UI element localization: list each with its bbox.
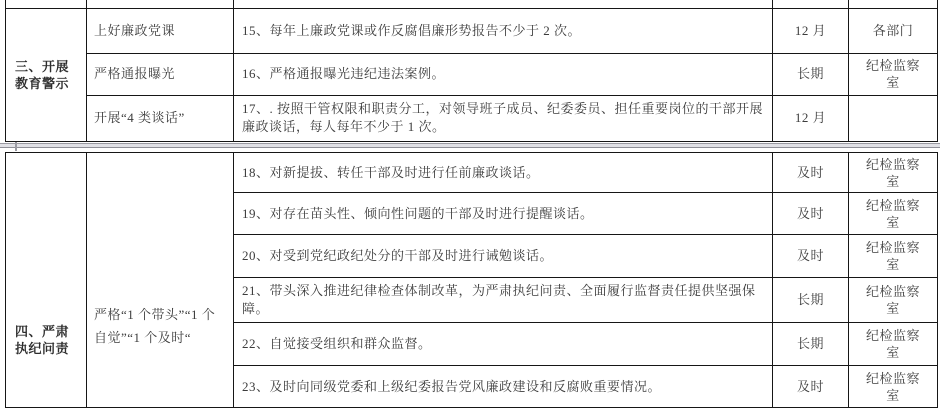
dept-label: 各部门 — [872, 23, 914, 38]
dept-label: 纪检监察室 — [865, 197, 920, 230]
category-cell — [6, 0, 87, 8]
task-cell — [234, 0, 773, 8]
task-cell: 22、自觉接受组织和群众监督。 — [234, 323, 773, 366]
page-break-separator — [0, 143, 940, 148]
dept-cell — [849, 0, 938, 8]
table-row — [6, 153, 938, 193]
time-cell: 及时 — [773, 193, 849, 235]
category-label: 三、开展教育警示 — [15, 58, 70, 91]
dept-label: 纪检监察室 — [865, 240, 920, 272]
task-cell: 17、. 按照干管权限和职责分工，对领导班子成员、纪委委员、担任重要岗位的干部开展廉政谈话，每人每年不少于 1 次。 — [234, 95, 773, 141]
dept-cell — [849, 193, 938, 235]
dept-cell — [849, 8, 938, 53]
dept-cell — [849, 235, 938, 278]
dept-label: 纪检监察室 — [865, 58, 920, 90]
time-cell: 及时 — [773, 235, 849, 278]
task-cell: 20、对受到党纪政纪处分的干部及时进行诫勉谈话。 — [234, 235, 773, 278]
dept-cell — [849, 153, 938, 193]
category-cell — [6, 153, 87, 408]
task-table-section-3 — [5, 0, 938, 142]
category-cell — [6, 8, 87, 141]
task-cell: 18、对新提拔、转任干部及时进行任前廉政谈话。 — [234, 153, 773, 193]
sub-item-cell: 开展“4 类谈话” — [87, 95, 234, 141]
dept-cell — [849, 278, 938, 323]
time-cell: 及时 — [773, 153, 849, 193]
time-cell: 12 月 — [773, 95, 849, 141]
sub-item-cell: 上好廉政党课 — [87, 8, 234, 53]
time-cell: 12 月 — [773, 8, 849, 53]
table-row — [6, 53, 938, 95]
table-row — [6, 8, 938, 53]
time-cell: 长期 — [773, 53, 849, 95]
task-cell: 15、每年上廉政党课或作反腐倡廉形势报告不少于 2 次。 — [234, 8, 773, 53]
task-cell: 23、及时向同级党委和上级纪委报告党风廉政建设和反腐败重要情况。 — [234, 366, 773, 408]
sub-item-cell — [87, 0, 234, 8]
dept-cell — [849, 323, 938, 366]
sub-item-cell: 严格“1 个带头”“1 个自觉”“1 个及时“ — [87, 153, 234, 408]
time-cell: 长期 — [773, 278, 849, 323]
page-break-tick — [15, 142, 17, 151]
time-cell — [773, 0, 849, 8]
sub-item-cell: 严格通报曝光 — [87, 53, 234, 95]
table-row-partial — [6, 0, 938, 8]
dept-cell — [849, 95, 938, 141]
category-label: 四、严肃执纪问责 — [15, 324, 70, 356]
dept-cell — [849, 366, 938, 408]
task-table-section-4 — [5, 152, 938, 408]
time-cell: 及时 — [773, 366, 849, 408]
table-row — [6, 95, 938, 141]
task-cell: 19、对存在苗头性、倾向性问题的干部及时进行提醒谈话。 — [234, 193, 773, 235]
dept-label: 纪检监察室 — [865, 284, 920, 316]
dept-label: 纪检监察室 — [865, 156, 920, 189]
dept-label: 纪检监察室 — [865, 328, 920, 360]
time-cell: 长期 — [773, 323, 849, 366]
dept-cell — [849, 53, 938, 95]
dept-label: 纪检监察室 — [865, 370, 920, 403]
task-cell: 21、带头深入推进纪律检查体制改革，为严肃执纪问责、全面履行监督责任提供坚强保障。 — [234, 278, 773, 323]
task-cell: 16、严格通报曝光违纪违法案例。 — [234, 53, 773, 95]
